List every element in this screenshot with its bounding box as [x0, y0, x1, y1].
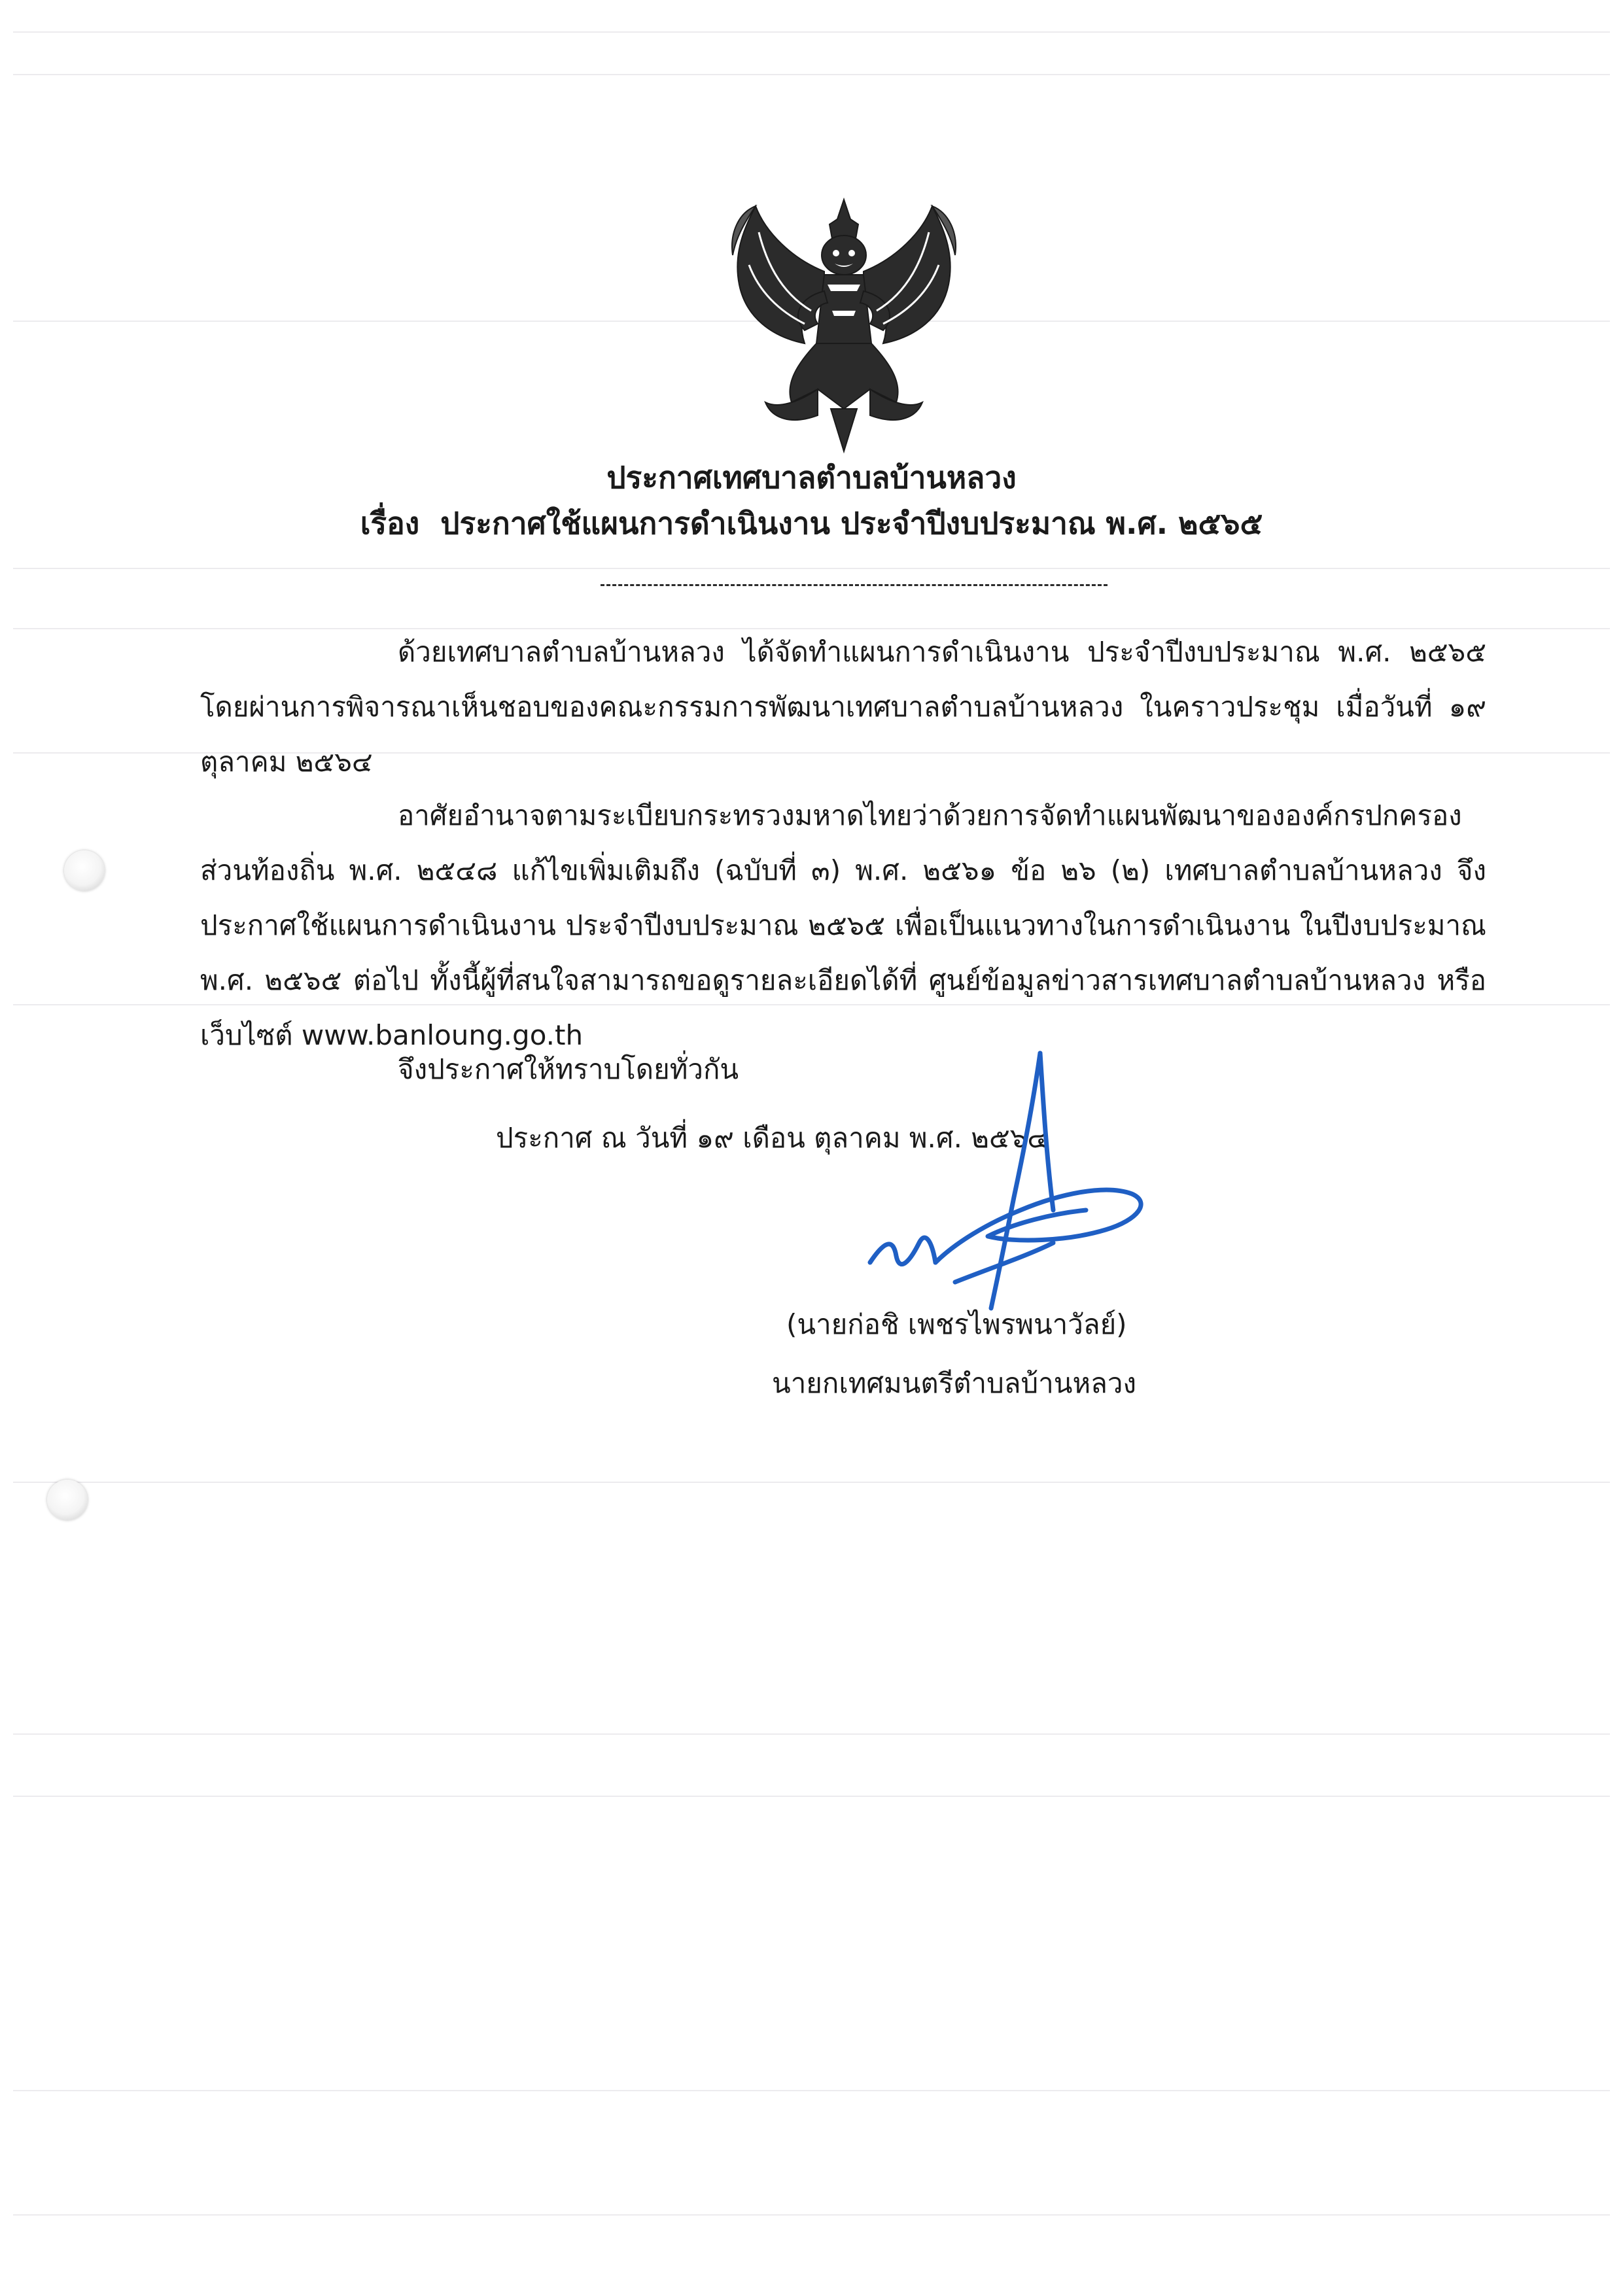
signatory-position: นายกเทศมนตรีตำบลบ้านหลวง — [772, 1367, 1136, 1399]
signatory-name: (นายก่อชิ เพชรไพรพนาวัลย์) — [786, 1308, 1127, 1340]
subject-label: เรื่อง — [360, 506, 420, 541]
body-paragraph-2: อาศัยอำนาจตามระเบียบกระทรวงมหาดไทยว่าด้วยการจัดทำแผนพัฒนาขององค์กรปกครองส่วนท้องถิ่น พ.ศ. ๒๕๔๘ แก้ไขเพิ่มเติมถึง (ฉบับที่ ๓) พ.ศ. ๒๕๖๑ ข้อ ๒๖ (๒) เทศบาลตำบลบ้านหลวง จึงประกาศใช้แผนการดำเนินงาน ประจำปีงบประมาณ ๒๕๖๕ เพื่อเป็นแนวทางในการดำเนินงาน ในปีงบประมาณ พ.ศ. ๒๕๖๕ ต่อไป ทั้งนี้ผู้ที่สนใจสามารถขอดูรายละเอียดได้ที่ ศูนย์ข้อมูลข่าวสารเทศบาลตำบลบ้านหลวง หรือเว็บไซต์ www.banloung.go.th — [200, 799, 1486, 1051]
handwritten-signature — [857, 1047, 1158, 1334]
binder-hole-bottom — [47, 1480, 88, 1520]
body-paragraph-1: ด้วยเทศบาลตำบลบ้านหลวง ได้จัดทำแผนการดำเนินงาน ประจำปีงบประมาณ พ.ศ. ๒๕๖๕ โดยผ่านการพิจารณาเห็นชอบของคณะกรรมการพัฒนาเทศบาลตำบลบ้านหลวง ในคราวประชุม เมื่อวันที่ ๑๙ ตุลาคม ๒๕๖๔ — [200, 636, 1486, 778]
header-divider — [601, 584, 1108, 586]
binder-hole-top — [64, 850, 105, 891]
subject-line — [0, 504, 1623, 543]
closing-line: จึงประกาศให้ทราบโดยทั่วกัน — [398, 1053, 739, 1085]
garuda-emblem-icon — [720, 193, 968, 455]
subject-text: ประกาศใช้แผนการดำเนินงาน ประจำปีงบประมาณ พ.ศ. ๒๕๖๕ — [440, 506, 1263, 541]
issuer-title: ประกาศเทศบาลตำบลบ้านหลวง — [606, 460, 1017, 495]
date-line: ประกาศ ณ วันที่ ๑๙ เดือน ตุลาคม พ.ศ. ๒๕๖๔ — [496, 1122, 1049, 1154]
